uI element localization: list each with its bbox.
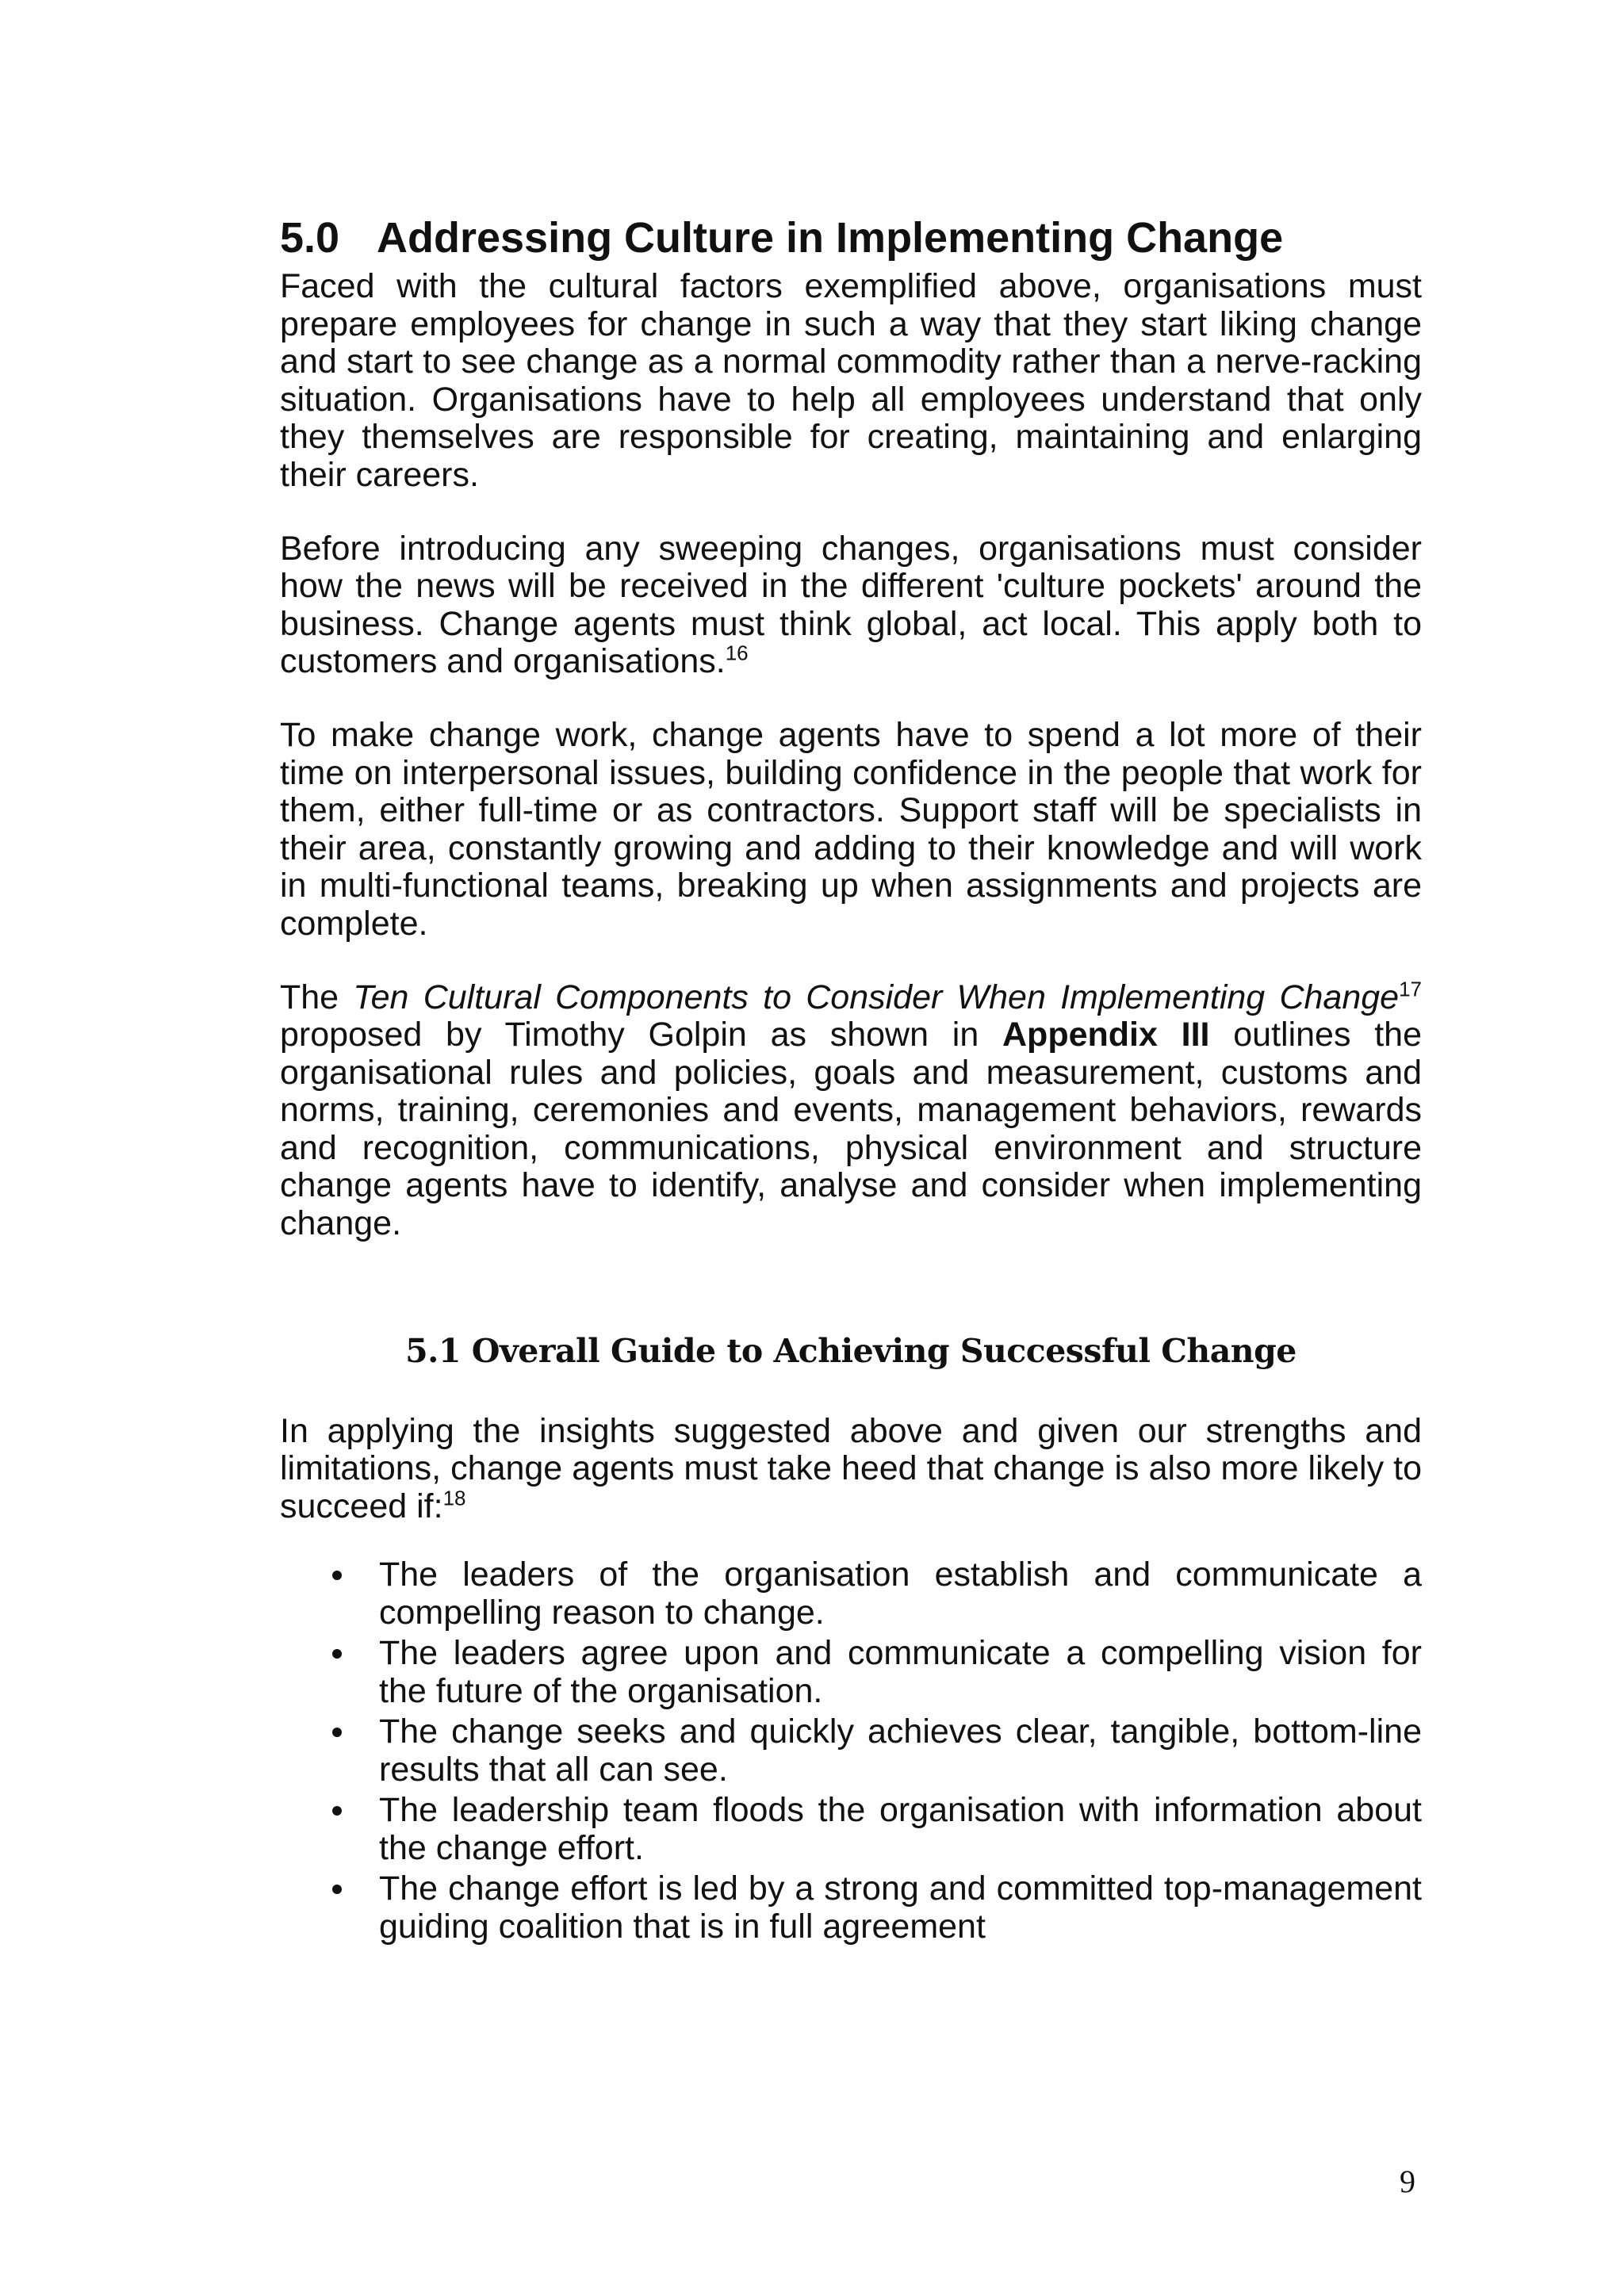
bullet-icon <box>332 1649 342 1659</box>
intro-text: In applying the insights suggested above and given our strengths and limitations, change agents must take heed that change is also more likely to succeed if: <box>280 1411 1422 1525</box>
list-item <box>280 1791 1422 1867</box>
footnote-ref-17: 17 <box>1399 977 1422 1001</box>
list-item-text: The leadership team floods the organisation with information about the change effort. <box>379 1791 1422 1868</box>
list-item <box>280 1634 1422 1710</box>
list-item-text: The leaders of the organisation establish and communicate a compelling reason to change. <box>379 1556 1422 1632</box>
footnote-ref-16: 16 <box>725 641 749 666</box>
footnote-ref-18: 18 <box>442 1486 466 1510</box>
list-item <box>280 1869 1422 1946</box>
paragraph-4 <box>280 979 1422 1243</box>
bullet-icon <box>332 1571 342 1580</box>
subsection-heading: 5.1 Overall Guide to Achieving Successful Change <box>405 1331 1297 1370</box>
paragraph-3: To make change work, change agents have to spend a lot more of their time on interpersonal issues, building confidence in the people that work for them, either full-time or as contractors. Support staff will be specialists in their area, constantly growing and adding to their knowledge and will work in multi-functional teams, breaking up when assignments and projects are complete. <box>280 715 1422 943</box>
paragraph-1: Faced with the cultural factors exemplified above, organisations must prepare employees for change in such a way that they start liking change and start to see change as a normal commodity rather than a nerve-racking situation. Organisations have to help all employees understand that only they themselves are responsible for creating, maintaining and enlarging their careers. <box>280 267 1422 494</box>
intro-paragraph <box>280 1413 1422 1526</box>
page-content <box>280 212 1422 1948</box>
section-title: Addressing Culture in Implementing Change <box>377 214 1284 262</box>
paragraph-4-mid: proposed by Timothy Golpin as shown in <box>280 1016 1002 1054</box>
list-item-text: The change effort is led by a strong and committed top-management guiding coalition that is in full agreement <box>379 1869 1422 1946</box>
section-heading <box>280 212 1422 263</box>
list-item-text: The leaders agree upon and communicate a compelling vision for the future of the organisation. <box>379 1634 1422 1711</box>
paragraph-2 <box>280 530 1422 681</box>
success-conditions-list <box>280 1556 1422 1946</box>
section-number: 5.0 <box>280 214 340 262</box>
bullet-icon <box>332 1728 342 1737</box>
paragraph-4-title-italic: Ten Cultural Components to Consider When Implementing Change <box>353 978 1400 1016</box>
list-item-text: The change seeks and quickly achieves clear, tangible, bottom-line results that all can see. <box>379 1712 1422 1789</box>
paragraph-4-tail: outlines the organisational rules and policies, goals and measurement, customs and norms, training, ceremonies and events, management behaviors, rewards and recognition, communications, physical environment and structure change agents have to identify, analyse and consider when implementing change. <box>280 1016 1422 1243</box>
bullet-icon <box>332 1885 342 1894</box>
list-item <box>280 1712 1422 1789</box>
page-number: 9 <box>1400 2164 1415 2199</box>
paragraph-4-lead: The <box>280 978 354 1016</box>
bullet-icon <box>332 1806 342 1816</box>
list-item <box>280 1556 1422 1632</box>
appendix-reference: Appendix III <box>1002 1016 1210 1054</box>
paragraph-2-text: Before introducing any sweeping changes, organisations must consider how the news will be received in the different 'culture pockets' around the business. Change agents must think global, act local. This apply both to customers and organisations. <box>280 529 1422 681</box>
